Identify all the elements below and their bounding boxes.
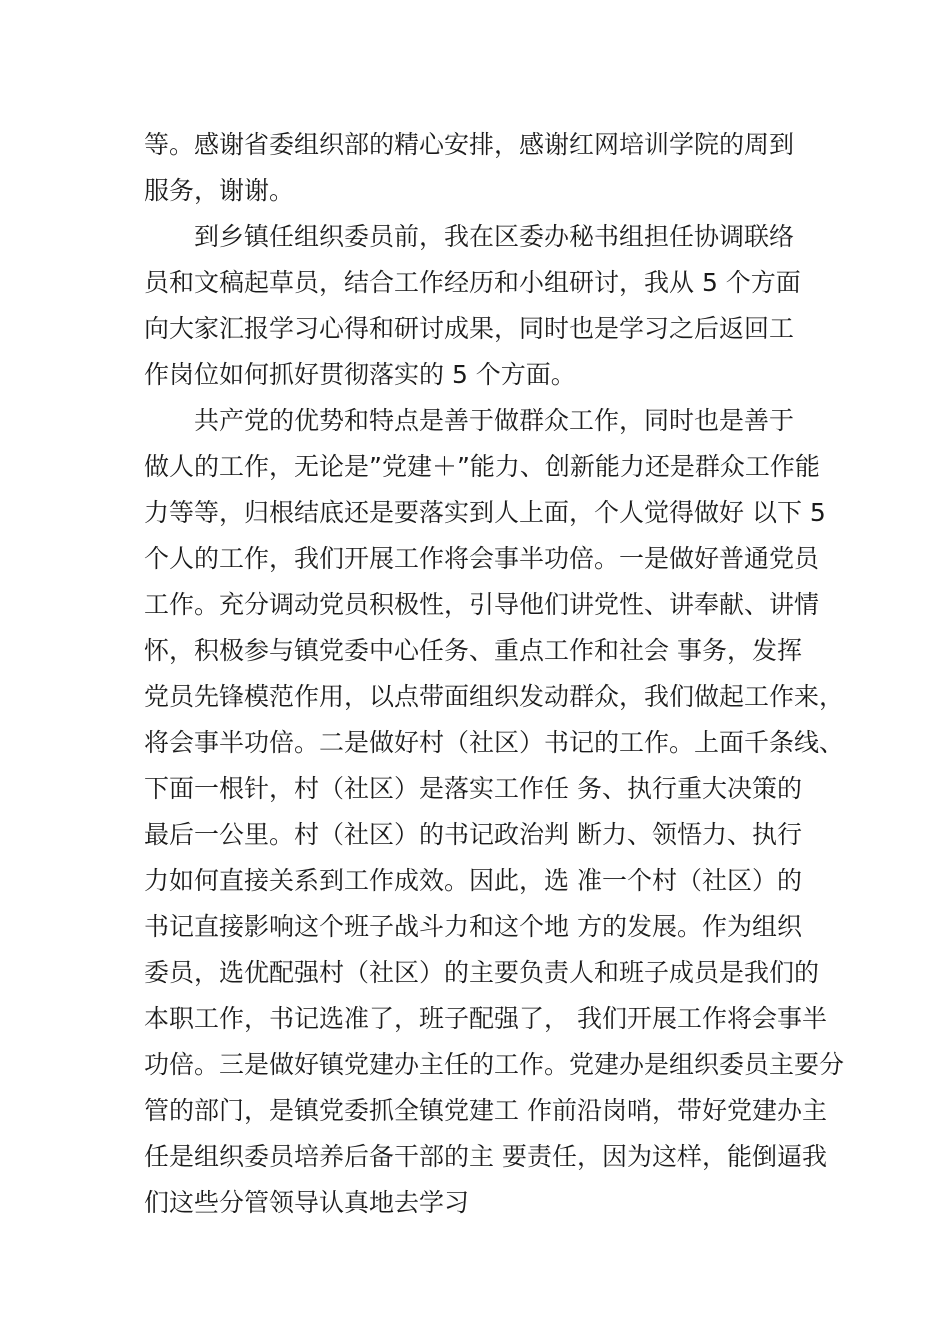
text-line: 下面一根针，村（社区）是落实工作任 务、执行重大决策的 [144, 774, 802, 803]
text-line: 力如何直接关系到工作成效。因此，选 准一个村（社区）的 [144, 866, 802, 895]
text-line: 工作。充分调动党员积极性，引导他们讲党性、讲奉献、讲情 [144, 590, 820, 619]
text-line: 怀，积极参与镇党委中心任务、重点工作和社会 事务，发挥 [144, 636, 802, 665]
text-line: 任是组织委员培养后备干部的主 要责任，因为这样，能倒逼我 [144, 1142, 827, 1171]
text-line: 们这些分管领导认真地去学习 [144, 1188, 470, 1217]
text-line: 个人的工作，我们开展工作将会事半功倍。一是做好普通党员 [144, 544, 820, 573]
body-text [144, 122, 844, 1226]
text-line: 党员先锋模范作用，以点带面组织发动群众，我们做起工作来， [144, 682, 845, 711]
text-line: 服务，谢谢。 [144, 176, 295, 205]
text-line: 委员，选优配强村（社区）的主要负责人和班子成员是我们的 [144, 958, 820, 987]
text-line: 书记直接影响这个班子战斗力和这个地 方的发展。作为组织 [144, 912, 802, 941]
text-line: 最后一公里。村（社区）的书记政治判 断力、领悟力、执行 [144, 820, 802, 849]
text-line: 等。感谢省委组织部的精心安排，感谢红网培训学院的周到 [144, 130, 795, 159]
text-line: 到乡镇任组织委员前，我在区委办秘书组担任协调联络 [194, 222, 795, 251]
text-line: 员和文稿起草员，结合工作经历和小组研讨，我从 5 个方面 [144, 268, 801, 297]
text-line: 力等等，归根结底还是要落实到人上面，个人觉得做好 以下 5 [144, 498, 826, 527]
text-line: 管的部门，是镇党委抓全镇党建工 作前沿岗哨，带好党建办主 [144, 1096, 827, 1125]
text-line: 将会事半功倍。二是做好村（社区）书记的工作。上面千条线、 [144, 728, 845, 757]
text-line: 向大家汇报学习心得和研讨成果，同时也是学习之后返回工 [144, 314, 795, 343]
text-line: 作岗位如何抓好贯彻落实的 5 个方面。 [144, 360, 576, 389]
text-line: 功倍。三是做好镇党建办主任的工作。党建办是组织委员主要分 [144, 1050, 845, 1079]
text-line: 做人的工作，无论是”党建＋”能力、创新能力还是群众工作能 [144, 452, 820, 481]
text-line: 本职工作，书记选准了，班子配强了， 我们开展工作将会事半 [144, 1004, 827, 1033]
text-line: 共产党的优势和特点是善于做群众工作，同时也是善于 [194, 406, 795, 435]
